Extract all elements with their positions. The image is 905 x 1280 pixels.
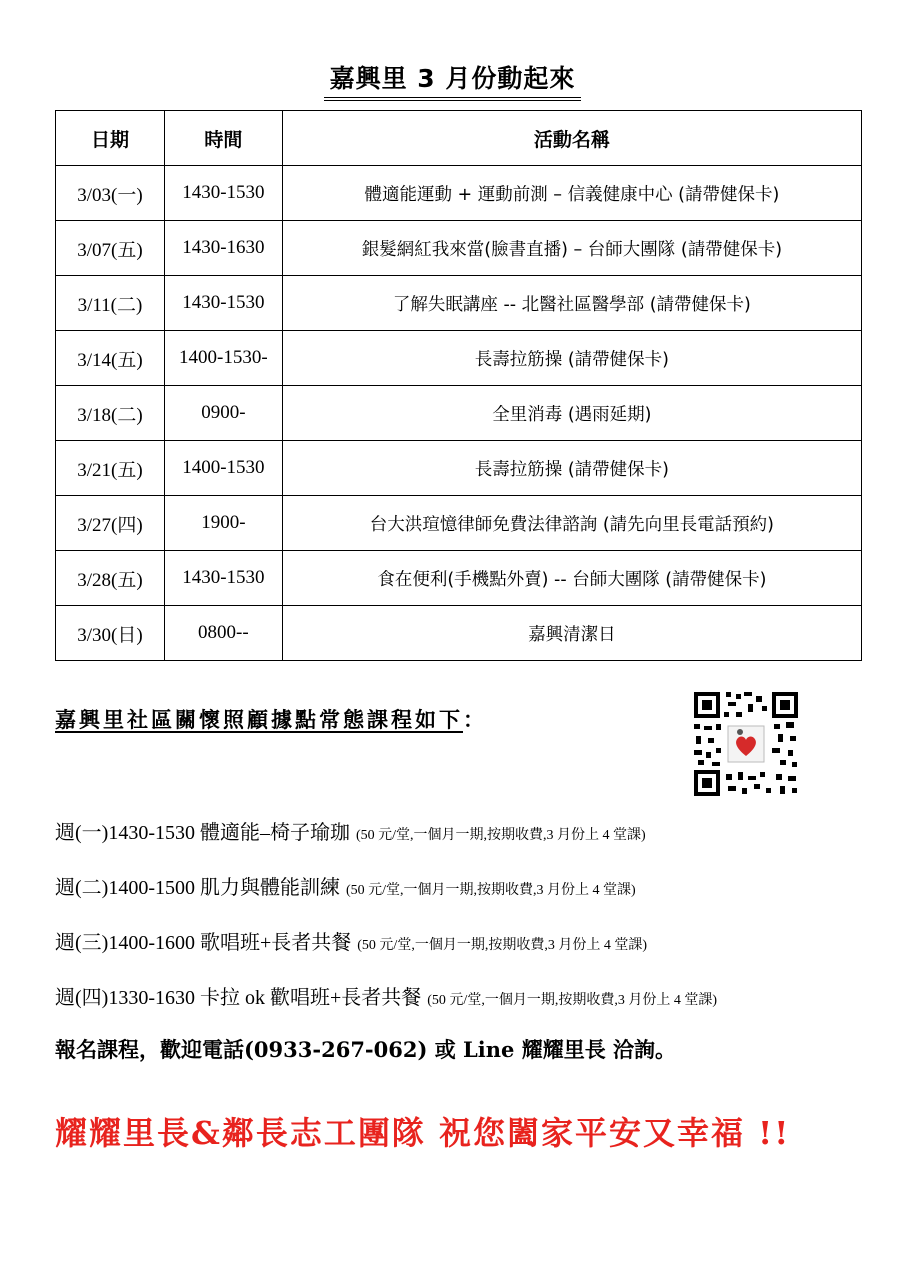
title-wrap <box>0 62 905 101</box>
row-time: 0800-- <box>164 606 282 661</box>
row-activity: 長壽拉筋操 (請帶健保卡) <box>282 441 861 496</box>
row-time: 1430-1530 <box>164 166 282 221</box>
row-date: 3/21(五) <box>56 441 165 496</box>
table-row <box>56 386 862 441</box>
row-date: 3/07(五) <box>56 221 165 276</box>
course-main: 週(一)1430-1530 體適能–椅子瑜珈 <box>55 822 350 844</box>
care-section-title <box>55 704 487 734</box>
row-activity: 了解失眠講座 -- 北醫社區醫學部 (請帶健保卡) <box>282 276 861 331</box>
course-item-mon <box>55 816 646 845</box>
row-activity: 食在便利(手機點外賣) -- 台師大團隊 (請帶健保卡) <box>282 551 861 606</box>
header-activity: 活動名稱 <box>282 111 861 166</box>
course-note: (50 元/堂,一個月一期,按期收費,3 月份上 4 堂課) <box>345 883 636 898</box>
row-time: 0900- <box>164 386 282 441</box>
course-note: (50 元/堂,一個月一期,按期收費,3 月份上 4 堂課) <box>427 993 717 1008</box>
row-date: 3/28(五) <box>56 551 165 606</box>
course-item-tue <box>55 871 636 900</box>
row-time: 1430-1630 <box>164 221 282 276</box>
qr-code-icon <box>692 690 800 798</box>
row-activity: 長壽拉筋操 (請帶健保卡) <box>282 331 861 386</box>
row-activity: 銀髮網紅我來當(臉書直播) – 台師大團隊 (請帶健保卡) <box>282 221 861 276</box>
row-time: 1400-1530- <box>164 331 282 386</box>
blessing-message: 耀耀里長&鄰長志工團隊 祝您闔家平安又幸福 !! <box>55 1114 791 1152</box>
row-activity: 嘉興清潔日 <box>282 606 861 661</box>
table-row <box>56 276 862 331</box>
table-row <box>56 496 862 551</box>
row-activity: 全里消毒 (遇雨延期) <box>282 386 861 441</box>
page-title: 嘉興里 3 月份動起來 <box>324 62 582 101</box>
table-row <box>56 606 862 661</box>
row-date: 3/27(四) <box>56 496 165 551</box>
course-main: 週(四)1330-1630 卡拉 ok 歡唱班+長者共餐 <box>55 987 422 1009</box>
care-title-text: 嘉興里社區關懷照顧據點常態課程如下 <box>55 707 463 732</box>
table-row <box>56 166 862 221</box>
table-row <box>56 221 862 276</box>
row-date: 3/30(日) <box>56 606 165 661</box>
row-activity: 台大洪瑄憶律師免費法律諮詢 (請先向里長電話預約) <box>282 496 861 551</box>
schedule-table <box>55 110 862 661</box>
row-time: 1430-1530 <box>164 551 282 606</box>
enroll-contact: 報名課程，歡迎電話(0933-267-062) 或 Line 耀耀里長 洽詢。 <box>55 1037 677 1062</box>
table-row <box>56 441 862 496</box>
row-date: 3/11(二) <box>56 276 165 331</box>
course-item-thu <box>55 981 717 1010</box>
row-time: 1900- <box>164 496 282 551</box>
course-main: 週(三)1400-1600 歌唱班+長者共餐 <box>55 932 352 954</box>
course-note: (50 元/堂,一個月一期,按期收費,3 月份上 4 堂課) <box>357 938 647 953</box>
care-title-colon: ： <box>463 707 487 732</box>
course-note: (50 元/堂,一個月一期,按期收費,3 月份上 4 堂課) <box>355 828 646 843</box>
table-row <box>56 551 862 606</box>
table-row <box>56 331 862 386</box>
row-activity: 體適能運動 + 運動前測 – 信義健康中心 (請帶健保卡) <box>282 166 861 221</box>
row-date: 3/18(二) <box>56 386 165 441</box>
row-time: 1430-1530 <box>164 276 282 331</box>
course-item-wed <box>55 926 647 955</box>
table-header-row <box>56 111 862 166</box>
row-date: 3/14(五) <box>56 331 165 386</box>
header-date: 日期 <box>56 111 165 166</box>
row-time: 1400-1530 <box>164 441 282 496</box>
header-time: 時間 <box>164 111 282 166</box>
course-main: 週(二)1400-1500 肌力與體能訓練 <box>55 877 340 899</box>
row-date: 3/03(一) <box>56 166 165 221</box>
